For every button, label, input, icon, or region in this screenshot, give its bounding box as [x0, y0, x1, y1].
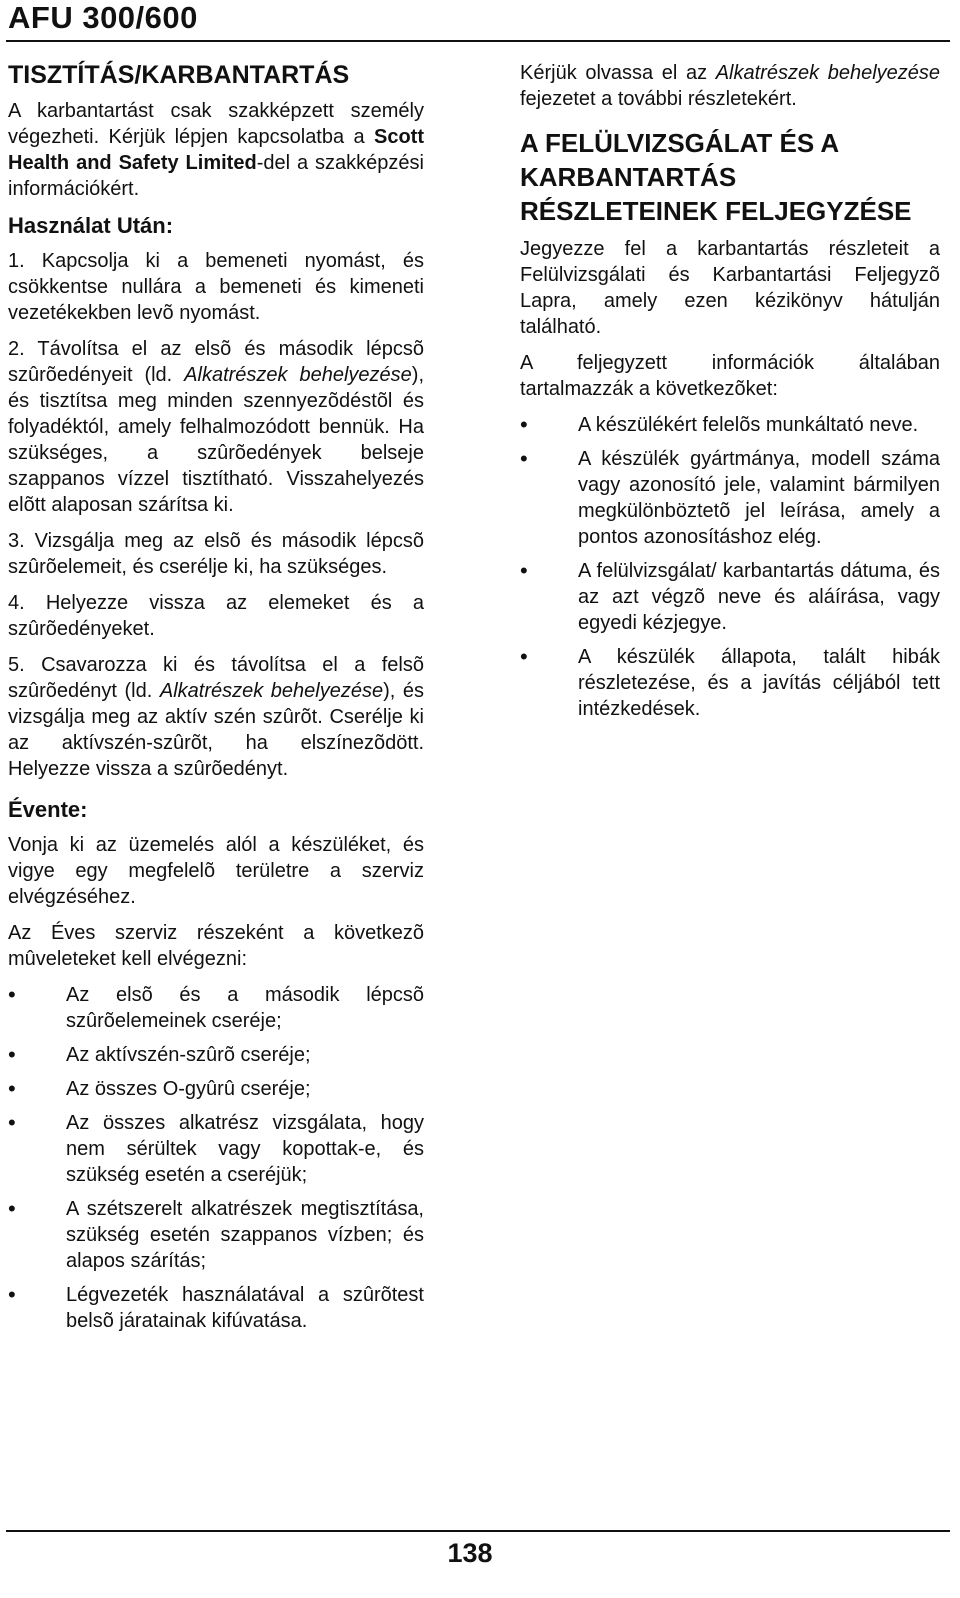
list-item: • A készülék állapota, talált hibák részletezése, és a javítás céljából tett intézkedések.	[520, 644, 940, 722]
list-item: • A felülvizsgálat/ karbantartás dátuma, és az azt végzõ neve és aláírása, vagy egyedi kézjegye.	[520, 558, 940, 636]
list-item: • A készülékért felelõs munkáltató neve.	[520, 412, 940, 438]
list-item: • Az összes O-gyûrû cseréje;	[8, 1076, 424, 1102]
yearly-paragraph-2: Az Éves szerviz részeként a következõ mûveleteket kell elvégezni:	[8, 922, 424, 970]
reference-paragraph: Kérjük olvassa el az Alkatrészek behelyezése fejezetet a további részletekért.	[520, 62, 941, 110]
list-item: • A szétszerelt alkatrészek megtisztítása, szükség esetén szappanos vízben; és alapos szárítás;	[8, 1196, 424, 1274]
records-paragraph-1: Jegyezze fel a karbantartás részleteit a Felülvizsgálati és Karbantartási Feljegyzõ Lapra, amely ezen kézikönyv hátulján található.	[520, 238, 940, 338]
reference-link-text: Alkatrészek behelyezése	[159, 680, 384, 702]
step-4: 4. Helyezze vissza az elemeket és a szûrõedényeket.	[8, 592, 424, 640]
step-5: 5. Csavarozza ki és távolítsa el a felsõ szûrõedényt (ld. Alkatrészek behelyezése), és vizsgálja meg az aktív szén szûrõt. Cserélje ki az aktívszén-szûrõt, ha elszínezõdött. Helyezze vissza a szûrõedényt.	[8, 654, 424, 780]
step-1: 1. Kapcsolja ki a bemeneti nyomást, és csökkentse nullára a bemeneti és kimeneti vezetékekben levõ nyomást.	[8, 250, 424, 324]
company-name: Scott Health and Safety Limited	[8, 126, 424, 174]
reference-link-text: Alkatrészek behelyezése	[184, 364, 412, 386]
page-number: 138	[447, 1538, 493, 1568]
reference-link-text: Alkatrészek behelyezése	[715, 62, 941, 84]
step-3: 3. Vizsgálja meg az elsõ és második lépcsõ szûrõelemeit, és cserélje ki, ha szükséges.	[8, 530, 424, 578]
list-item: • A készülék gyártmánya, modell száma vagy azonosító jele, valamint bármilyen megkülönböztetõ jel leírása, amely a pontos azonosításhoz elég.	[520, 446, 940, 550]
section-heading-records: A FELÜLVIZSGÁLAT ÉS A KARBANTARTÁS RÉSZLETEINEK FELJEGYZÉSE	[520, 128, 912, 226]
yearly-paragraph-1: Vonja ki az üzemelés alól a készüléket, és vigye egy megfelelõ területre a szerviz elvégzéséhez.	[8, 834, 424, 908]
intro-paragraph: A karbantartást csak szakképzett személy végezheti. Kérjük lépjen kapcsolatba a Scott Health and Safety Limited-del a szakképzési információkért.	[8, 100, 424, 200]
records-info-list	[520, 412, 940, 722]
step-2: 2. Távolítsa el az elsõ és második lépcsõ szûrõedényeit (ld. Alkatrészek behelyezése), és tisztítsa meg minden szennyezõdéstõl és folyadéktól, amely felhalmozódott bennük. Ha szükséges, a szûrõedények belseje szappanos vízzel tisztítható. Visszahelyezés elõtt alaposan szárítsa ki.	[8, 338, 424, 516]
list-item: • Légvezeték használatával a szûrõtest belsõ járatainak kifúvatása.	[8, 1282, 424, 1334]
records-paragraph-2: A feljegyzett információk általában tartalmazzák a következõket:	[520, 352, 940, 400]
subheading-after-use: Használat Után:	[8, 213, 174, 238]
list-item: • Az összes alkatrész vizsgálata, hogy nem sérültek vagy kopottak-e, és szükség esetén a cseréjük;	[8, 1110, 424, 1188]
list-item: • Az aktívszén-szûrõ cseréje;	[8, 1042, 424, 1068]
right-column	[520, 60, 940, 730]
yearly-task-list	[8, 982, 424, 1334]
footer-divider	[6, 1530, 950, 1532]
header-divider	[6, 40, 950, 42]
left-column	[8, 60, 424, 1342]
section-heading-cleaning: TISZTÍTÁS/KARBANTARTÁS	[8, 61, 350, 89]
document-header-title: AFU 300/600	[8, 0, 198, 35]
list-item: • Az elsõ és a második lépcsõ szûrõelemeinek cseréje;	[8, 982, 424, 1034]
subheading-yearly: Évente:	[8, 797, 88, 822]
